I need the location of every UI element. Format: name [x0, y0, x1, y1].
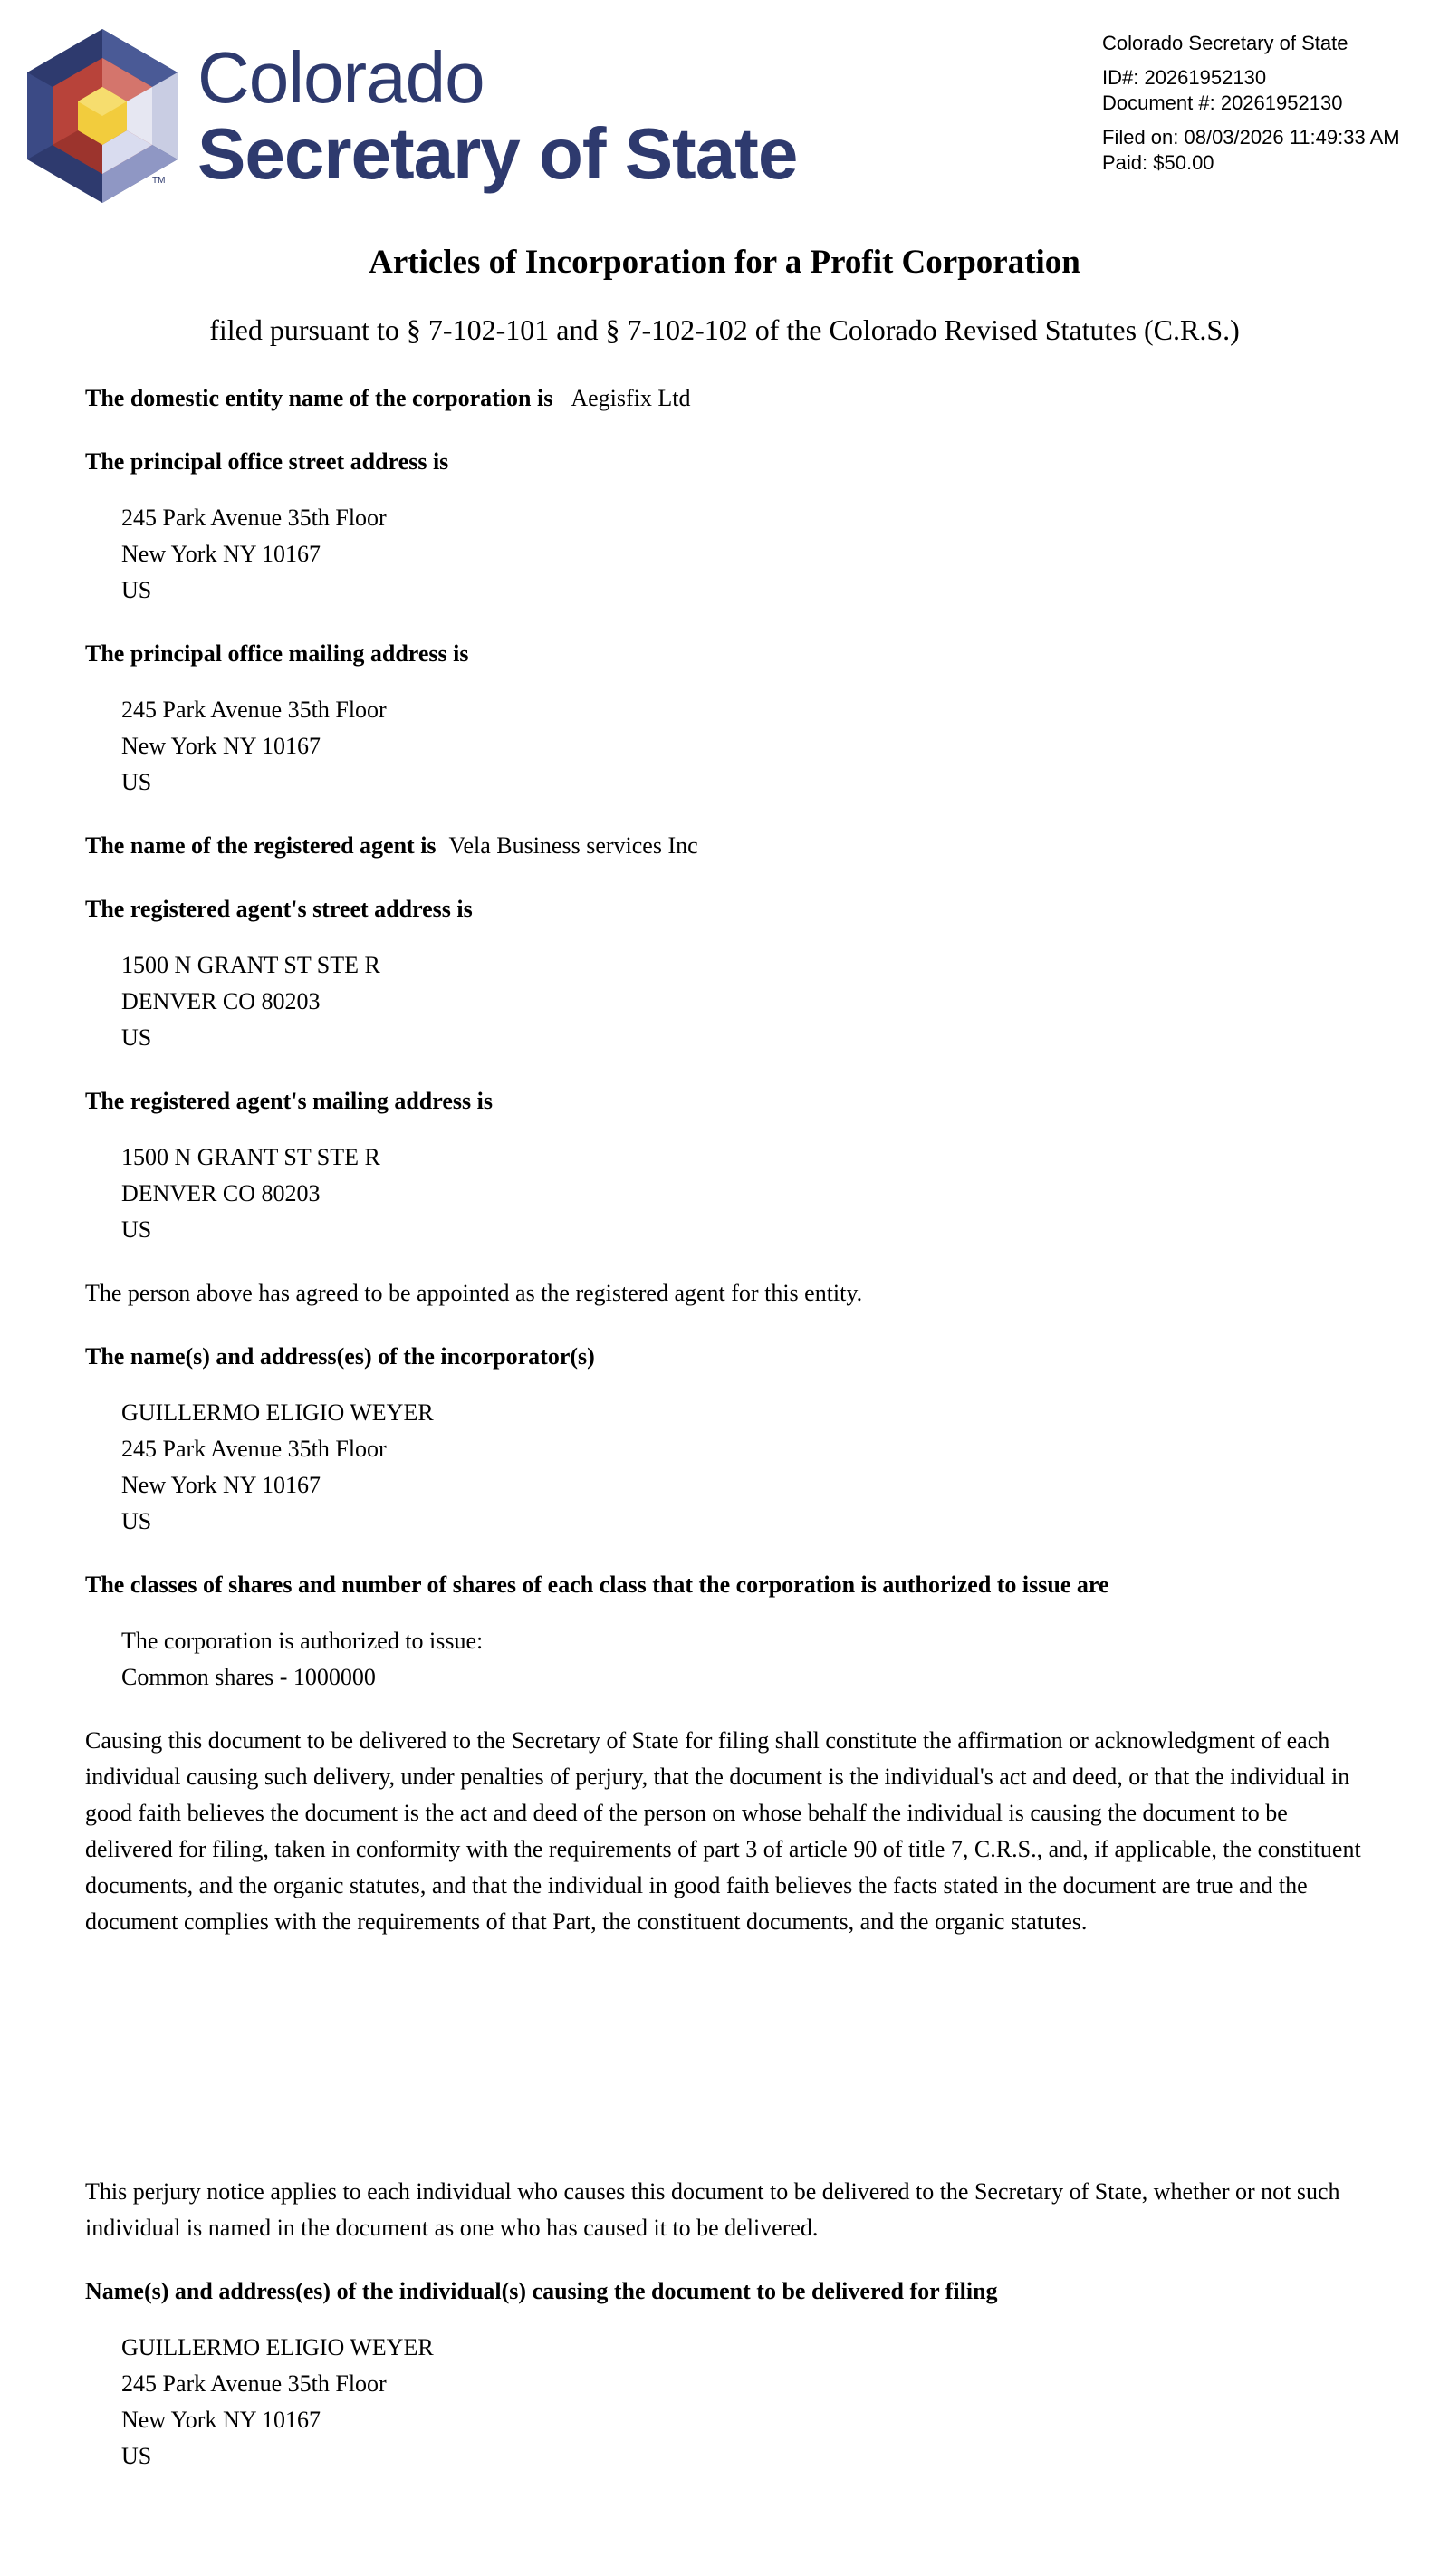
address-line: 245 Park Avenue 35th Floor [121, 505, 387, 531]
address-line: US [121, 1216, 152, 1243]
entity-name-value: Aegisfix Ltd [571, 385, 691, 411]
incorporators-list [121, 1395, 1380, 1540]
principal-street-address [121, 500, 1380, 609]
agent-name-row [85, 828, 1380, 864]
shares-line: Common shares - 1000000 [121, 1664, 376, 1690]
address-line: 245 Park Avenue 35th Floor [121, 2370, 387, 2397]
address-line: US [121, 577, 152, 603]
address-line: US [121, 1024, 152, 1051]
brand-line-colorado: Colorado [197, 37, 485, 118]
address-line: US [121, 2443, 152, 2469]
filers-label: Name(s) and address(es) of the individual(s) causing the document to be delivered for filing [85, 2278, 998, 2304]
filing-office: Colorado Secretary of State [1102, 32, 1348, 54]
principal-mailing-label: The principal office mailing address is [85, 640, 469, 667]
address-line: New York NY 10167 [121, 733, 321, 759]
address-line: 1500 N GRANT ST STE R [121, 1144, 380, 1170]
filer-name: GUILLERMO ELIGIO WEYER [121, 2334, 434, 2360]
filing-date: Filed on: 08/03/2026 11:49:33 AM [1102, 126, 1400, 149]
trademark-text: TM [152, 176, 166, 185]
document-header [0, 0, 1449, 217]
shares-label: The classes of shares and number of shares of each class that the corporation is authorized to issue are [85, 1572, 1109, 1598]
brand-wordmark [197, 37, 798, 194]
document-body [85, 380, 1380, 2475]
agent-name-label: The name of the registered agent is [85, 832, 437, 859]
entity-name-row [85, 380, 1380, 417]
principal-street-label: The principal office street address is [85, 448, 449, 475]
perjury-notice: This perjury notice applies to each individual who causes this document to be delivered to the Secretary of State, whether or not such individual is named in the document as one who has caused it to be delivered. [85, 2178, 1340, 2241]
incorporator-name: GUILLERMO ELIGIO WEYER [121, 1399, 434, 1426]
agent-mailing-address [121, 1139, 1380, 1248]
entity-name-label: The domestic entity name of the corporation is [85, 385, 553, 411]
address-line: 245 Park Avenue 35th Floor [121, 697, 387, 723]
document-subtitle: filed pursuant to § 7-102-101 and § 7-102-102 of the Colorado Revised Statutes (C.R.S.) [209, 313, 1240, 346]
agent-mailing-label: The registered agent's mailing address is [85, 1088, 493, 1114]
agent-street-address [121, 947, 1380, 1056]
affirmation-paragraph: Causing this document to be delivered to the Secretary of State for filing shall constitute the affirmation or acknowledgment of each individual causing such delivery, under penalties of perjury, that the document is the individual's act and deed, or that the individual in good faith believes the document is the act and deed of the person on whose behalf the individual is causing the document to be delivered for filing, taken in conformity with the requirements of part 3 of article 90 of title 7, C.R.S., and, if applicable, the constituent documents, and the organic statutes, and that the individual in good faith believes the facts stated in the document are true and the document complies with the requirements of that Part, the constituent documents, and the organic statutes. [85, 1727, 1361, 1935]
filing-info [1102, 31, 1400, 176]
document-title: Articles of Incorporation for a Profit Corporation [369, 244, 1080, 281]
address-line: 1500 N GRANT ST STE R [121, 952, 380, 978]
shares-details [121, 1623, 1380, 1696]
address-line: DENVER CO 80203 [121, 988, 321, 1014]
address-line: US [121, 769, 152, 795]
agent-consent-statement: The person above has agreed to be appointed as the registered agent for this entity. [85, 1280, 863, 1306]
address-line: 245 Park Avenue 35th Floor [121, 1436, 387, 1462]
address-line: New York NY 10167 [121, 1472, 321, 1498]
filing-id: ID#: 20261952130 [1102, 66, 1267, 89]
trademark-mark [152, 174, 170, 185]
agent-name-value: Vela Business services Inc [448, 832, 698, 859]
address-line: US [121, 1508, 152, 1534]
principal-mailing-address [121, 692, 1380, 801]
filers-list [121, 2330, 1380, 2475]
incorporators-label: The name(s) and address(es) of the incorporator(s) [85, 1343, 595, 1370]
address-line: New York NY 10167 [121, 2407, 321, 2433]
brand-line-secretary-of-state: Secretary of State [197, 113, 798, 194]
address-line: New York NY 10167 [121, 541, 321, 567]
filing-document-number: Document #: 20261952130 [1102, 91, 1343, 114]
agent-street-label: The registered agent's street address is [85, 896, 473, 922]
address-line: DENVER CO 80203 [121, 1180, 321, 1206]
filing-paid: Paid: $50.00 [1102, 151, 1214, 174]
shares-line: The corporation is authorized to issue: [121, 1628, 484, 1654]
